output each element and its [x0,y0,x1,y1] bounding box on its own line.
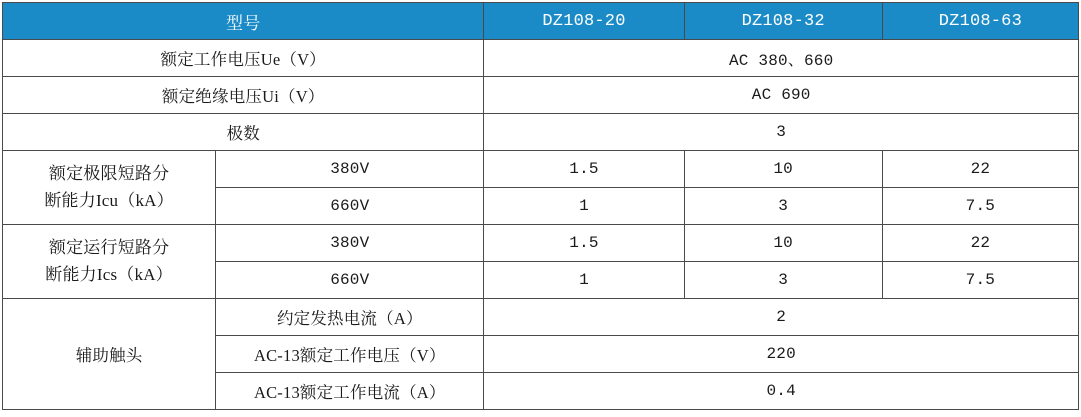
sub-label-ics-660v: 660V [216,262,484,299]
header-cell-model-3: DZ108-63 [882,3,1078,40]
row-label-auxiliary-contact: 辅助触头 [3,299,216,410]
sub-label-icu-660v: 660V [216,188,484,225]
row-label-rated-insulation-voltage: 额定绝缘电压Ui（V） [3,77,484,114]
row-label-ultimate-breaking-capacity [3,151,216,225]
sub-label-ics-380v: 380V [216,225,484,262]
sub-label-icu-380v: 380V [216,151,484,188]
row-value-rated-insulation-voltage: AC 690 [484,77,1079,114]
value-icu-660v-model-1: 1 [484,188,684,225]
table-row [3,77,1079,114]
sub-label-conventional-thermal-current: 约定发热电流（A） [216,299,484,336]
row-value-pole-number: 3 [484,114,1079,151]
label-line-2: 断能力Ics（kA） [45,264,173,284]
value-icu-660v-model-3: 7.5 [882,188,1078,225]
table-row [3,40,1079,77]
label-line-2: 断能力Icu（kA） [44,190,174,210]
value-ics-380v-model-2: 10 [684,225,882,262]
table-row [3,299,1079,336]
header-cell-model-2: DZ108-32 [684,3,882,40]
table-header-row [3,3,1079,40]
row-label-service-breaking-capacity [3,225,216,299]
value-icu-380v-model-2: 10 [684,151,882,188]
value-conventional-thermal-current: 2 [484,299,1079,336]
header-cell-model: 型号 [3,3,484,40]
row-label-pole-number: 极数 [3,114,484,151]
row-label-rated-operating-voltage: 额定工作电压Ue（V） [3,40,484,77]
value-icu-660v-model-2: 3 [684,188,882,225]
value-ics-380v-model-3: 22 [882,225,1078,262]
value-ac13-rated-current: 0.4 [484,373,1079,410]
table-row [3,151,1079,188]
sub-label-ac13-rated-current: AC-13额定工作电流（A） [216,373,484,410]
value-ics-660v-model-2: 3 [684,262,882,299]
header-cell-model-1: DZ108-20 [484,3,684,40]
label-line-1: 额定极限短路分 [48,164,170,184]
value-icu-380v-model-1: 1.5 [484,151,684,188]
label-line-1: 额定运行短路分 [48,238,170,258]
table-row [3,225,1079,262]
value-ac13-rated-voltage: 220 [484,336,1079,373]
row-value-rated-operating-voltage: AC 380、660 [484,40,1079,77]
value-ics-660v-model-3: 7.5 [882,262,1078,299]
value-ics-380v-model-1: 1.5 [484,225,684,262]
table-row [3,114,1079,151]
value-icu-380v-model-3: 22 [882,151,1078,188]
value-ics-660v-model-1: 1 [484,262,684,299]
sub-label-ac13-rated-voltage: AC-13额定工作电压（V） [216,336,484,373]
specification-table [2,2,1079,410]
